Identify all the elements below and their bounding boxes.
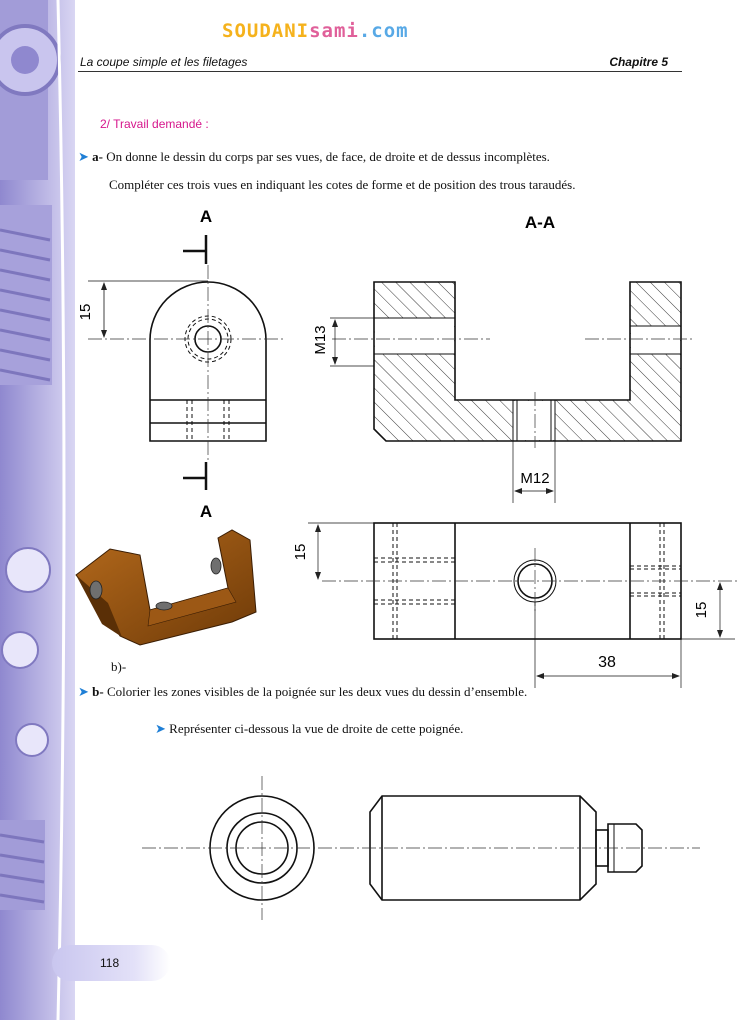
chapter-subject: La coupe simple et les filetages [80,55,248,69]
cut-label-top: A [199,207,213,226]
handle-drawing [142,776,700,920]
top-view [308,523,740,688]
cut-arrow-bottom [183,462,206,490]
section-view [330,282,695,503]
bullet-arrow-icon: ➤ [78,149,89,164]
cut-arrow-top [183,235,206,264]
part-sublabel: b)- [111,659,127,674]
dim-length-38: 38 [598,654,616,671]
dim-front-height: 15 [77,303,94,321]
part-3d-illustration [76,530,256,645]
cut-label-bottom: A [199,502,213,521]
bullet-arrow-icon: ➤ [155,721,166,736]
dim-top-left-15: 15 [292,543,309,561]
task-a-line1: ➤ a- On donne le dessin du corps par ses vues, de face, de droite et de dessus incomplètes. [78,149,550,164]
task-a-line2: Compléter ces trois vues en indiquant les cotes de forme et de position des trous taraudés. [109,177,576,192]
site-logo: SOUDANIsami.com [222,20,409,42]
task-b-line2: ➤ Représenter ci-dessous la vue de droite de cette poignée. [155,721,464,736]
front-view [88,265,283,460]
task-b-line1: ➤ b- Colorier les zones visibles de la poignée sur les deux vues du dessin d’ensemble. [78,684,528,699]
section-view-title: A-A [524,213,556,232]
dim-thread-m12: M12 [520,470,550,487]
section-title: 2/ Travail demandé : [100,117,209,131]
chapter-label: Chapitre 5 [609,55,668,69]
dim-thread-m13: M13 [312,325,329,355]
dim-top-right-15: 15 [693,601,710,619]
page-number: 118 [100,956,120,970]
bullet-arrow-icon: ➤ [78,684,89,699]
